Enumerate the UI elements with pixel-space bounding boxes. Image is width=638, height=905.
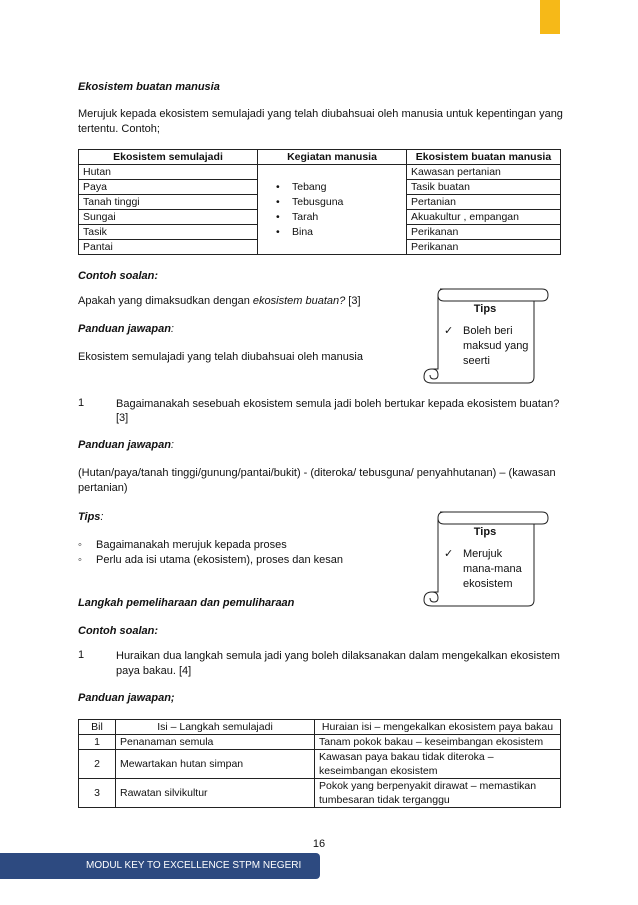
table-cell: Tasik buatan <box>407 180 561 195</box>
table-cell: 2 <box>79 750 116 779</box>
footer-banner: MODUL KEY TO EXCELLENCE STPM NEGERI PERAK <box>0 853 320 879</box>
table-cell: Tasik <box>79 225 258 240</box>
page-tab-marker <box>540 0 560 34</box>
ecosystem-table <box>78 149 561 255</box>
panduan-jawapan-label <box>78 438 174 452</box>
question-part: ekosistem buatan? <box>252 295 346 307</box>
panduan-jawapan-label <box>78 322 174 336</box>
table-cell: Perikanan <box>407 225 561 240</box>
panduan-jawapan-label: Panduan jawapan; <box>78 692 175 704</box>
question-text: Bagaimanakah sesebuah ekosistem semula jadi boleh bertukar kepada ekosistem buatan? [3] <box>116 398 560 424</box>
table-cell: Tanam pokok bakau – keseimbangan ekosistem <box>315 735 561 750</box>
intro-paragraph: Merujuk kepada ekosistem semulajadi yang telah diubahsuai oleh manusia untuk kepentingan yang tertentu. Contoh; <box>78 108 563 135</box>
table-header: Ekosistem buatan manusia <box>407 150 561 165</box>
question-number: 1 <box>78 649 85 661</box>
question-text: Huraikan dua langkah semula jadi yang boleh dilaksanakan dalam mengekalkan ekosistem paya bakau. [4] <box>116 650 560 677</box>
table-cell: Sungai <box>79 210 258 225</box>
section-heading-langkah: Langkah pemeliharaan dan pemuliharaan <box>78 597 295 609</box>
table-header: Huraian isi – mengekalkan ekosistem paya bakau <box>315 720 561 735</box>
contoh-soalan-heading: Contoh soalan: <box>78 270 159 282</box>
check-icon: ✓ <box>444 548 454 560</box>
guide-label-text: Panduan jawapan <box>78 439 171 451</box>
list-item: • Tebang <box>292 180 402 195</box>
question-text <box>78 294 361 308</box>
bullet-marker: ◦ <box>78 539 82 551</box>
table-cell: Kawasan paya bakau tidak diteroka – keseimbangan ekosistem <box>315 750 561 779</box>
answer-text: (Hutan/paya/tanah tinggi/gunung/pantai/bukit) - (diteroka/ tebusguna/ penyahhutanan) – (kawasan pertanian) <box>78 467 556 494</box>
question-part: [3] <box>345 295 361 307</box>
tips-text: Boleh beri maksud yang seerti <box>463 325 529 367</box>
table-cell: Tanah tinggi <box>79 195 258 210</box>
table-cell: Paya <box>79 180 258 195</box>
tips-label-text: Tips <box>78 511 101 523</box>
guide-label-text: Panduan jawapan <box>78 323 171 335</box>
tips-item: Perlu ada isi utama (ekosistem), proses dan kesan <box>96 554 344 566</box>
tips-scroll <box>420 283 550 385</box>
table-cell: Kawasan pertanian <box>407 165 561 180</box>
bullet-marker: ◦ <box>78 554 82 566</box>
steps-table <box>78 719 561 808</box>
question-number: 1 <box>78 397 85 409</box>
contoh-soalan-heading: Contoh soalan: <box>78 625 159 637</box>
guide-colon: : <box>170 323 174 335</box>
table-cell: Pokok yang berpenyakit dirawat – memastikan tumbesaran tidak terganggu <box>315 779 561 808</box>
section-heading-ekosistem-buatan: Ekosistem buatan manusia <box>78 81 220 93</box>
table-cell: Pertanian <box>407 195 561 210</box>
table-cell: Akuakultur , empangan <box>407 210 561 225</box>
table-header: Isi – Langkah semulajadi <box>116 720 315 735</box>
tips-text: Merujuk mana-mana ekosistem <box>463 548 522 590</box>
table-cell: Rawatan silvikultur <box>116 779 315 808</box>
activity-cell <box>258 165 407 255</box>
check-icon: ✓ <box>444 325 454 337</box>
table-cell: Penanaman semula <box>116 735 315 750</box>
table-cell: 1 <box>79 735 116 750</box>
tips-item: Bagaimanakah merujuk kepada proses <box>96 539 287 551</box>
table-header: Kegiatan manusia <box>258 150 407 165</box>
table-cell: Perikanan <box>407 240 561 255</box>
tips-colon: : <box>100 511 104 523</box>
table-cell: Hutan <box>79 165 258 180</box>
list-item: • Tebusguna <box>292 195 402 210</box>
question-part: Apakah yang dimaksudkan dengan <box>78 295 253 307</box>
table-header: Bil <box>79 720 116 735</box>
answer-text: Ekosistem semulajadi yang telah diubahsuai oleh manusia <box>78 351 363 363</box>
table-cell: Pantai <box>79 240 258 255</box>
table-header: Ekosistem semulajadi <box>79 150 258 165</box>
table-cell: Mewartakan hutan simpan <box>116 750 315 779</box>
table-cell: 3 <box>79 779 116 808</box>
page-number: 16 <box>312 838 326 850</box>
list-item: • Tarah <box>292 210 402 225</box>
activity-list <box>262 180 402 240</box>
tips-title: Tips <box>473 526 497 538</box>
list-item: • Bina <box>292 225 402 240</box>
guide-colon: : <box>170 439 174 451</box>
tips-label <box>78 510 103 524</box>
tips-scroll <box>420 506 550 608</box>
tips-title: Tips <box>473 303 497 315</box>
